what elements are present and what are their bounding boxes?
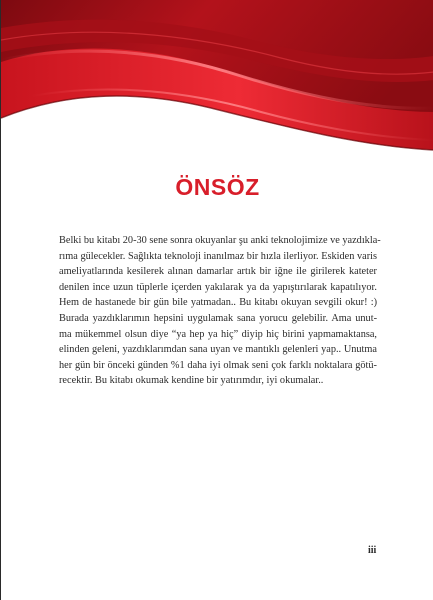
paragraph-line: ameliyatlarında kesilerek alınan damarlar artık bir iğne ile girilerek kateter	[59, 266, 377, 278]
paragraph-line: elinden geleni, yazdıklarımdan sana uyan ve mantıklı gelenleri yap.. Unutma	[59, 344, 377, 356]
page-title: ÖNSÖZ	[175, 174, 260, 200]
paragraph-line: ma mükemmel olsun diye “ya hep ya hiç” diyip hiç birini yapmamaktansa,	[59, 328, 377, 340]
red-wave-banner	[1, 0, 433, 165]
paragraph-line: Burada yazdıklarımın hepsini uygulamak sana yorucu gelebilir. Ama unut-	[59, 312, 377, 324]
paragraph-line: rıma gülecekler. Sağlıkta teknoloji inanılmaz bir hızla ilerliyor. Eskiden varis	[59, 250, 377, 262]
preface-paragraph	[59, 233, 381, 389]
paragraph-line: recektir. Bu kitabı okumak kendine bir yatırımdır, iyi okumalar..	[59, 375, 324, 387]
paragraph-line: denilen ince uzun tüplerle içerden yakılarak ya da yapıştırılarak kapatılıyor.	[59, 281, 377, 293]
page-number: iii	[368, 545, 377, 556]
paragraph-line: Hem de hastanede bir gün bile yatmadan.. Bu kitabı okuyan sevgili okur! :)	[59, 297, 377, 309]
paragraph-line: her gün bir önceki günden %1 daha iyi olmak seni çok farklı noktalara götü-	[59, 359, 377, 371]
paragraph-line: Belki bu kitabı 20-30 sene sonra okuyanlar şu anki teknolojimize ve yazdıkla-	[59, 235, 381, 246]
